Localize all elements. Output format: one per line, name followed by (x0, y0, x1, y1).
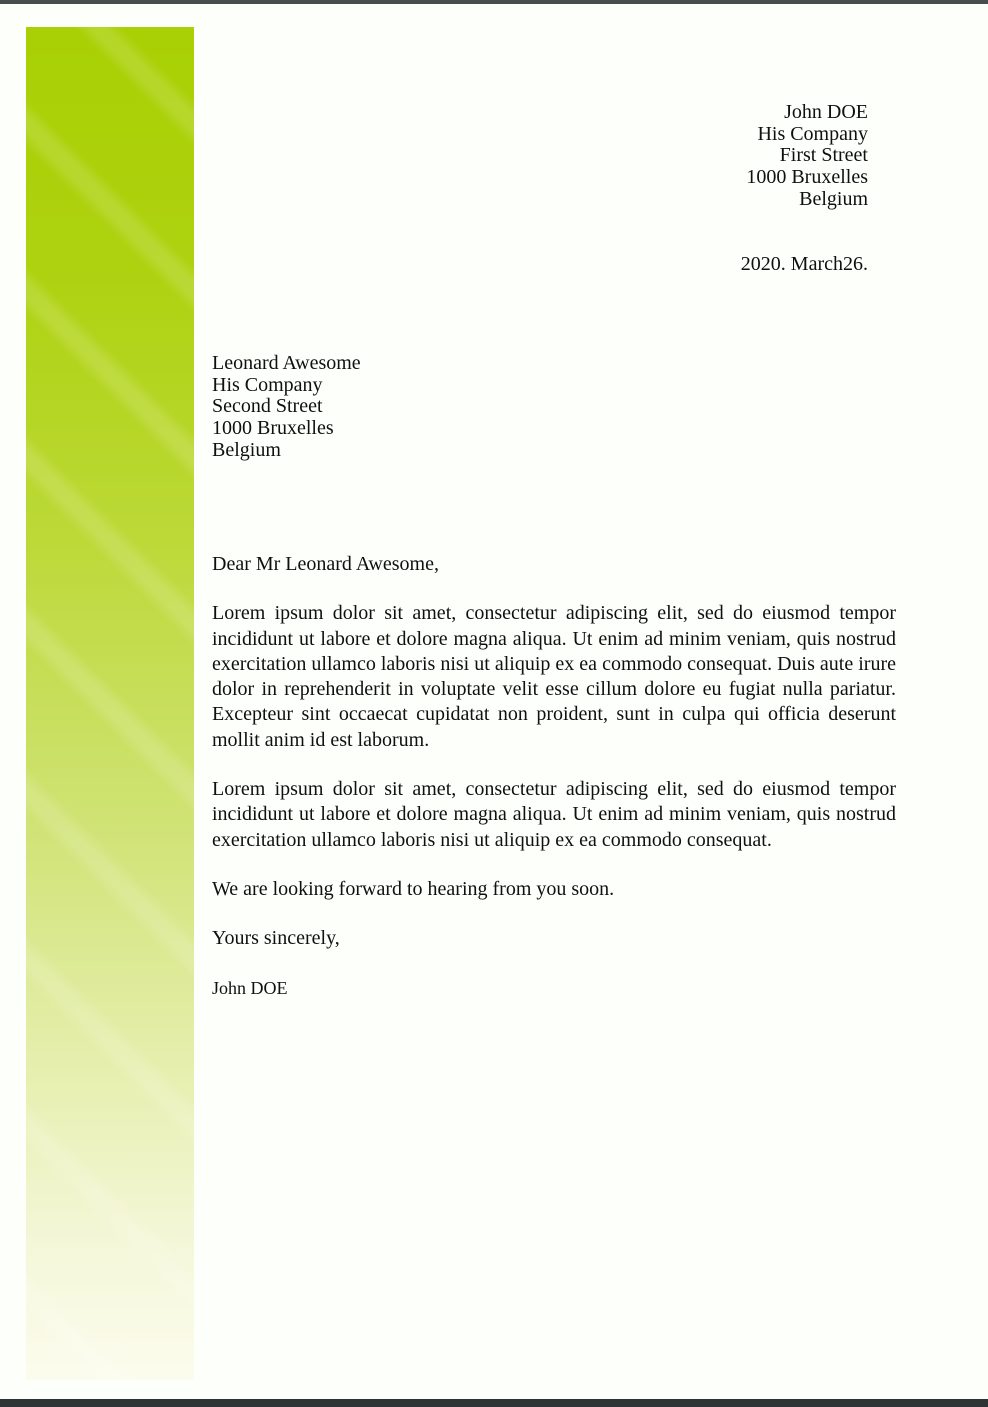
page-bottom-edge (0, 1399, 988, 1407)
letter-body (212, 552, 896, 1001)
valediction: Yours sincerely, (212, 927, 340, 950)
green-gradient-band (26, 27, 194, 1380)
recipient-name: Leonard Awesome (212, 352, 361, 374)
recipient-street: Second Street (212, 395, 323, 418)
letter-date: 2020. March26. (740, 253, 868, 275)
sender-address-block (746, 102, 868, 211)
recipient-city: 1000 Bruxelles (212, 417, 334, 440)
sender-name: John DOE (784, 101, 868, 123)
recipient-country: Belgium (212, 438, 281, 461)
body-paragraph-1: Lorem ipsum dolor sit amet, consectetur adipiscing elit, sed do eiusmod tempor incididunt ut labore et dolore magna aliqua. Ut enim ad minim veniam, quis nostrud exercitation ullamco laboris nisi ut aliquip ex ea commodo consequat. Duis aute irure dolor in reprehenderit in voluptate velit esse cillum dolore eu fugiat nulla pariatur. Excepteur sint occaecat cupidatat non proident, sunt in culpa qui officia deserunt mollit anim id est laborum. (212, 602, 896, 751)
recipient-company: His Company (212, 373, 323, 396)
closing-line: We are looking forward to hearing from you soon. (212, 877, 615, 900)
recipient-address-block (212, 353, 361, 462)
body-paragraph-2: Lorem ipsum dolor sit amet, consectetur adipiscing elit, sed do eiusmod tempor incididunt ut labore et dolore magna aliqua. Ut enim ad minim veniam, quis nostrud exercitation ullamco laboris nisi ut aliquip ex ea commodo consequat. (212, 778, 896, 851)
sender-street: First Street (779, 144, 868, 167)
sender-city: 1000 Bruxelles (746, 166, 868, 189)
sender-company: His Company (757, 122, 868, 145)
page-top-edge (0, 0, 988, 4)
signature-name: John DOE (212, 977, 288, 998)
sender-country: Belgium (799, 187, 868, 210)
salutation: Dear Mr Leonard Awesome, (212, 553, 439, 575)
